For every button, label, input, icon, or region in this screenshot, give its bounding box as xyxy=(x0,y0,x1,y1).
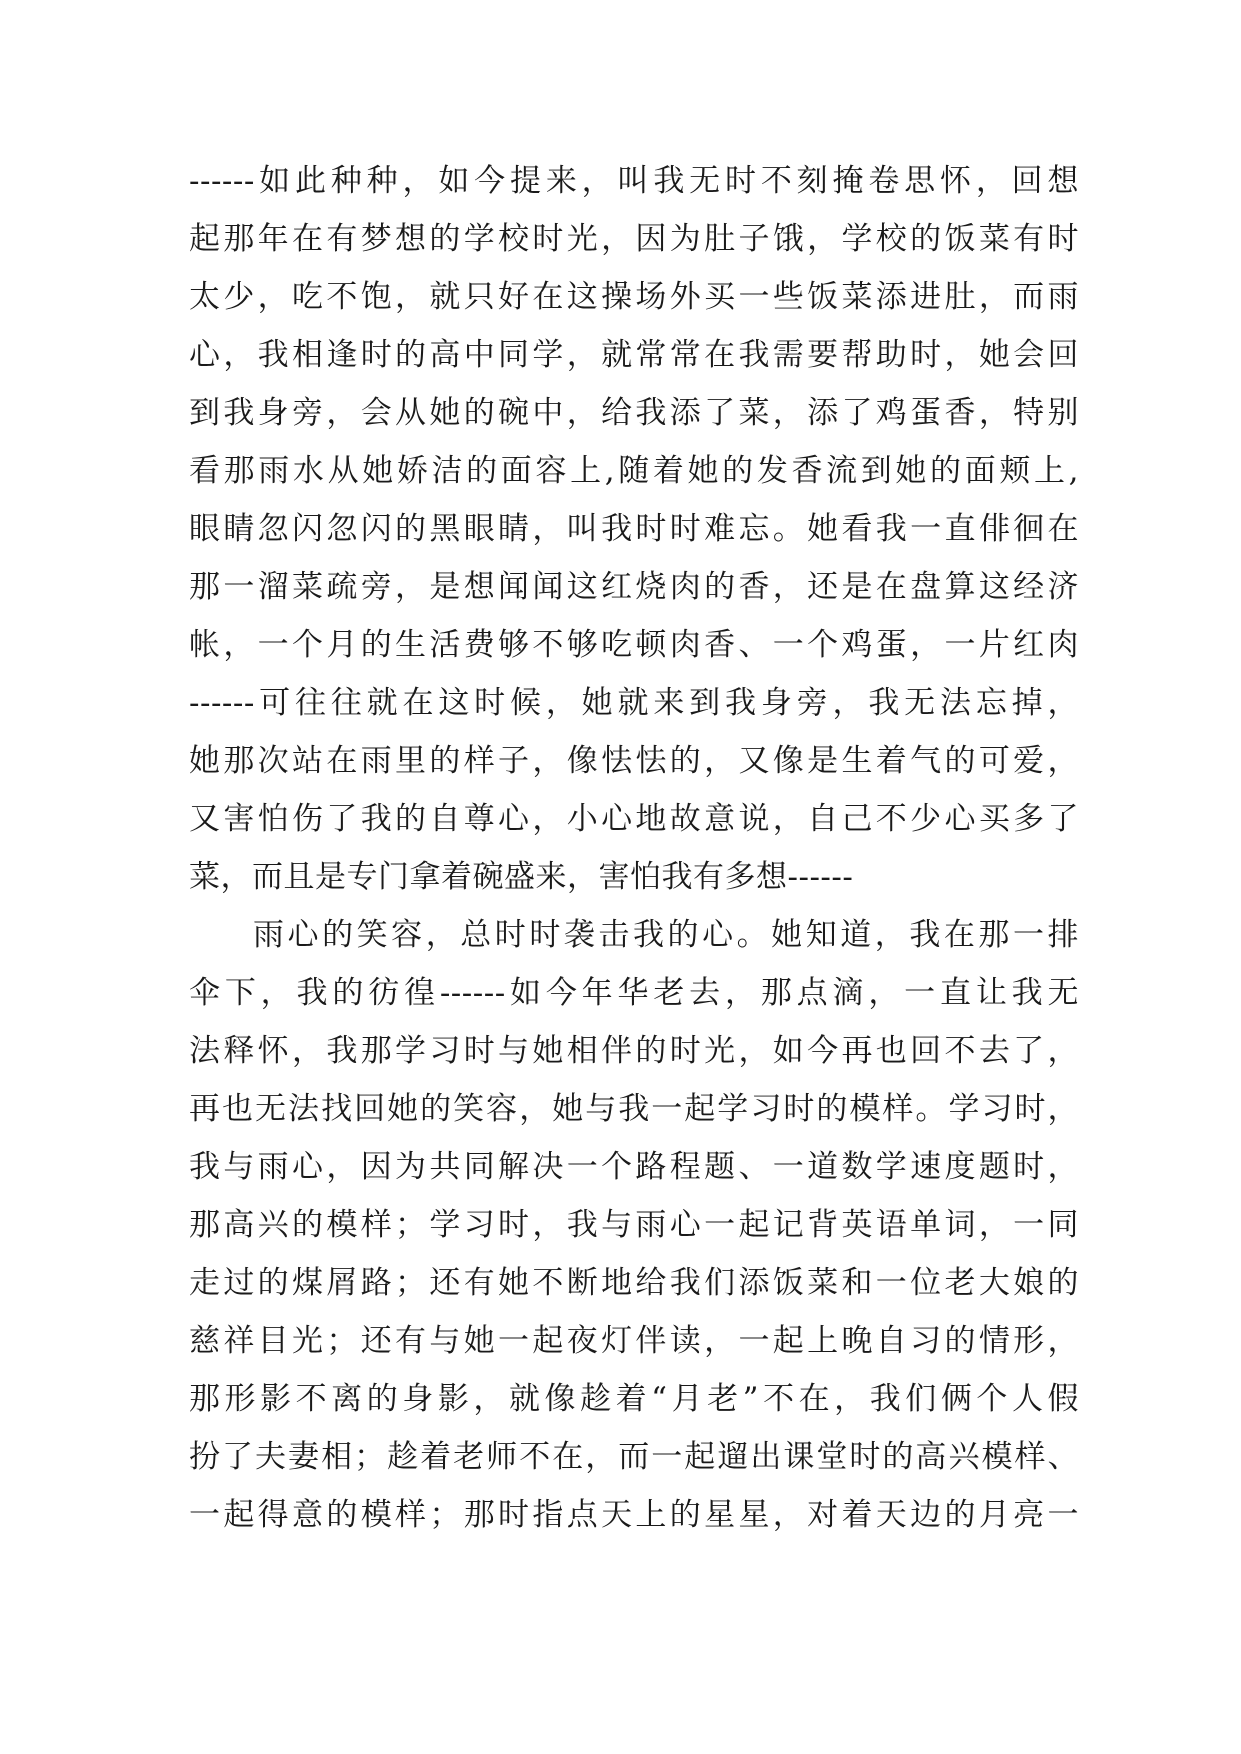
text-line: 又害怕伤了我的自尊心，小心地故意说，自己不少心买多了 xyxy=(189,801,1079,837)
text-line: 那高兴的模样；学习时，我与雨心一起记背英语单词，一同 xyxy=(189,1207,1079,1243)
text-line: 一起得意的模样；那时指点天上的星星，对着天边的月亮一 xyxy=(189,1497,1079,1533)
paragraph-2 xyxy=(189,906,1079,1544)
text-line: 那形影不离的身影，就像趁着“月老”不在，我们俩个人假 xyxy=(189,1381,1079,1417)
text-line: 起那年在有梦想的学校时光，因为肚子饿，学校的饭菜有时 xyxy=(189,221,1079,257)
text-line: 我与雨心，因为共同解决一个路程题、一道数学速度题时， xyxy=(189,1149,1079,1185)
text-line: 伞下，我的彷徨------如今年华老去，那点滴，一直让我无 xyxy=(189,975,1079,1011)
text-line: 再也无法找回她的笑容，她与我一起学习时的模样。学习时， xyxy=(189,1091,1079,1127)
text-line: 慈祥目光；还有与她一起夜灯伴读，一起上晚自习的情形， xyxy=(189,1323,1079,1359)
text-line: 走过的煤屑路；还有她不断地给我们添饭菜和一位老大娘的 xyxy=(189,1265,1079,1301)
text-line: 法释怀，我那学习时与她相伴的时光，如今再也回不去了， xyxy=(189,1033,1079,1069)
text-line: 眼睛忽闪忽闪的黑眼睛，叫我时时难忘。她看我一直俳徊在 xyxy=(189,511,1079,547)
text-line: 雨心的笑容，总时时袭击我的心。她知道，我在那一排 xyxy=(253,917,1079,953)
text-line: 看那雨水从她娇洁的面容上,随着她的发香流到她的面颊上, xyxy=(189,453,1079,489)
text-line: ------可往往就在这时候，她就来到我身旁，我无法忘掉， xyxy=(189,685,1079,721)
text-line: 菜，而且是专门拿着碗盛来，害怕我有多想------ xyxy=(189,859,854,895)
text-line: 帐，一个月的生活费够不够吃顿肉香、一个鸡蛋，一片红肉 xyxy=(189,627,1079,663)
document-body xyxy=(189,152,1079,1544)
text-line: ------如此种种，如今提来，叫我无时不刻掩卷思怀，回想 xyxy=(189,163,1079,199)
text-line: 她那次站在雨里的样子，像怯怯的，又像是生着气的可爱， xyxy=(189,743,1079,779)
text-line: 扮了夫妻相；趁着老师不在，而一起遛出课堂时的高兴模样、 xyxy=(189,1439,1079,1475)
text-line: 到我身旁，会从她的碗中，给我添了菜，添了鸡蛋香，特别 xyxy=(189,395,1079,431)
text-line: 心，我相逢时的高中同学，就常常在我需要帮助时，她会回 xyxy=(189,337,1079,373)
text-line: 太少，吃不饱，就只好在这操场外买一些饭菜添进肚，而雨 xyxy=(189,279,1079,315)
text-line: 那一溜菜疏旁，是想闻闻这红烧肉的香，还是在盘算这经济 xyxy=(189,569,1079,605)
paragraph-1 xyxy=(189,152,1079,906)
